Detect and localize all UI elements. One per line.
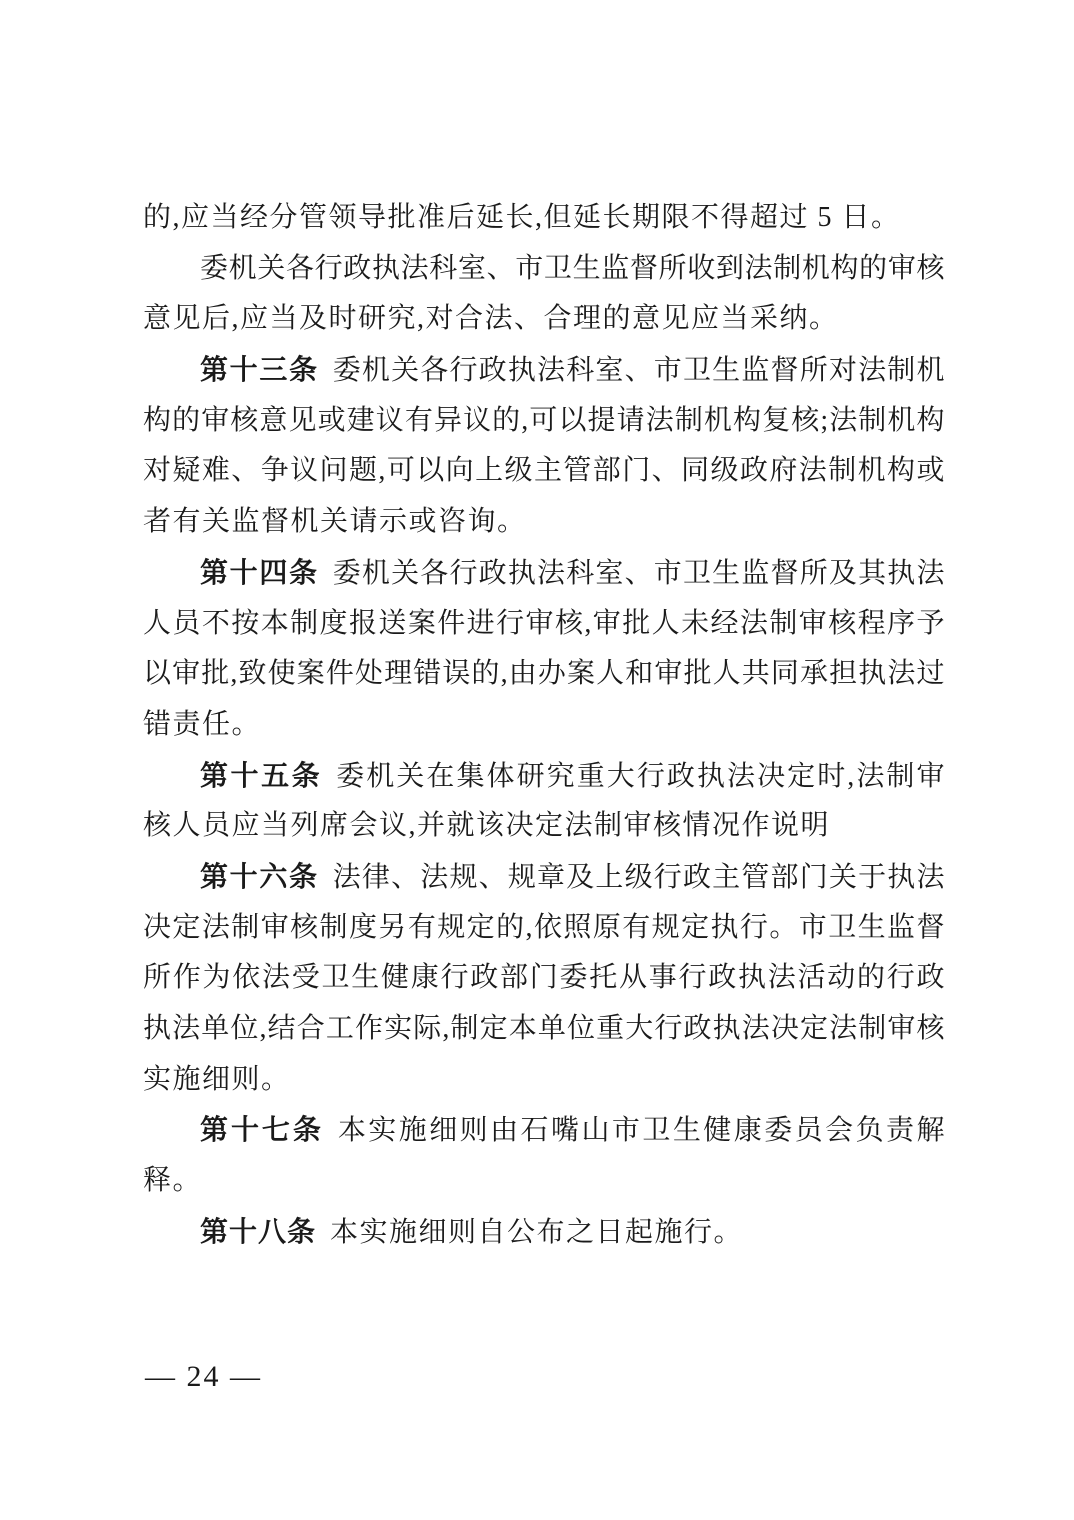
- line-text: 核人员应当列席会议,并就该决定法制审核情况作说明: [143, 810, 831, 842]
- line-text: 错责任。: [143, 708, 262, 740]
- body-line: [143, 193, 945, 244]
- article-number: 第十八条: [200, 1215, 317, 1247]
- line-text: 实施细则。: [143, 1063, 291, 1095]
- line-text: 委机关各行政执法科室、市卫生监督所收到法制机构的审核: [200, 252, 945, 284]
- line-text: 委机关在集体研究重大行政执法决定时,法制审: [336, 760, 945, 792]
- article-number: 第十四条: [200, 556, 319, 588]
- body-line: [143, 700, 945, 751]
- line-text: 本实施细则由石嘴山市卫生健康委员会负责解: [337, 1115, 945, 1147]
- body-line: [143, 1105, 945, 1156]
- body-line: [143, 649, 945, 700]
- body-line: [143, 396, 945, 447]
- body-line: [143, 801, 945, 852]
- line-text: 委机关各行政执法科室、市卫生监督所及其执法: [332, 557, 945, 589]
- line-text: 意见后,应当及时研究,对合法、合理的意见应当采纳。: [143, 303, 839, 335]
- body-line: [143, 953, 945, 1004]
- body-line: [143, 1004, 945, 1055]
- line-text: 人员不按本制度报送案件进行审核,审批人未经法制审核程序予: [143, 607, 945, 639]
- body-line: [143, 852, 945, 903]
- line-text: 所作为依法受卫生健康行政部门委托从事行政执法活动的行政: [143, 962, 945, 994]
- line-text: 执法单位,结合工作实际,制定本单位重大行政执法决定法制审核: [143, 1013, 945, 1044]
- article-number: 第十六条: [200, 860, 319, 892]
- line-text: 以审批,致使案件处理错误的,由办案人和审批人共同承担执法过: [143, 658, 945, 690]
- line-text: 委机关各行政执法科室、市卫生监督所对法制机: [332, 355, 945, 387]
- body-line: [143, 294, 945, 345]
- line-text: 释。: [143, 1165, 203, 1197]
- line-text: 法律、法规、规章及上级行政主管部门关于执法: [332, 861, 945, 893]
- body-line: [143, 497, 945, 548]
- body-line: [143, 903, 945, 954]
- body-line: [143, 1055, 945, 1106]
- body-line: [143, 1207, 945, 1258]
- page-number: — 24 —: [145, 1360, 262, 1393]
- line-text: 者有关监督机关请示或咨询。: [143, 506, 527, 538]
- line-text: 决定法制审核制度另有规定的,依照原有规定执行。市卫生监督: [143, 911, 945, 943]
- document-body: [143, 193, 945, 1257]
- article-number: 第十七条: [200, 1114, 324, 1146]
- body-line: [143, 345, 945, 396]
- line-text: 的,应当经分管领导批准后延长,但延长期限不得超过 5 日。: [143, 202, 901, 233]
- body-line: [143, 446, 945, 497]
- body-line: [143, 244, 945, 295]
- body-line: [143, 1156, 945, 1207]
- body-line: [143, 751, 945, 802]
- line-text: 本实施细则自公布之日起施行。: [330, 1216, 744, 1248]
- line-text: 对疑难、争议问题,可以向上级主管部门、同级政府法制机构或: [143, 455, 945, 487]
- body-line: [143, 599, 945, 650]
- line-text: 构的审核意见或建议有异议的,可以提请法制机构复核;法制机构: [143, 404, 945, 436]
- article-number: 第十五条: [200, 759, 323, 791]
- article-number: 第十三条: [200, 354, 319, 386]
- body-line: [143, 548, 945, 599]
